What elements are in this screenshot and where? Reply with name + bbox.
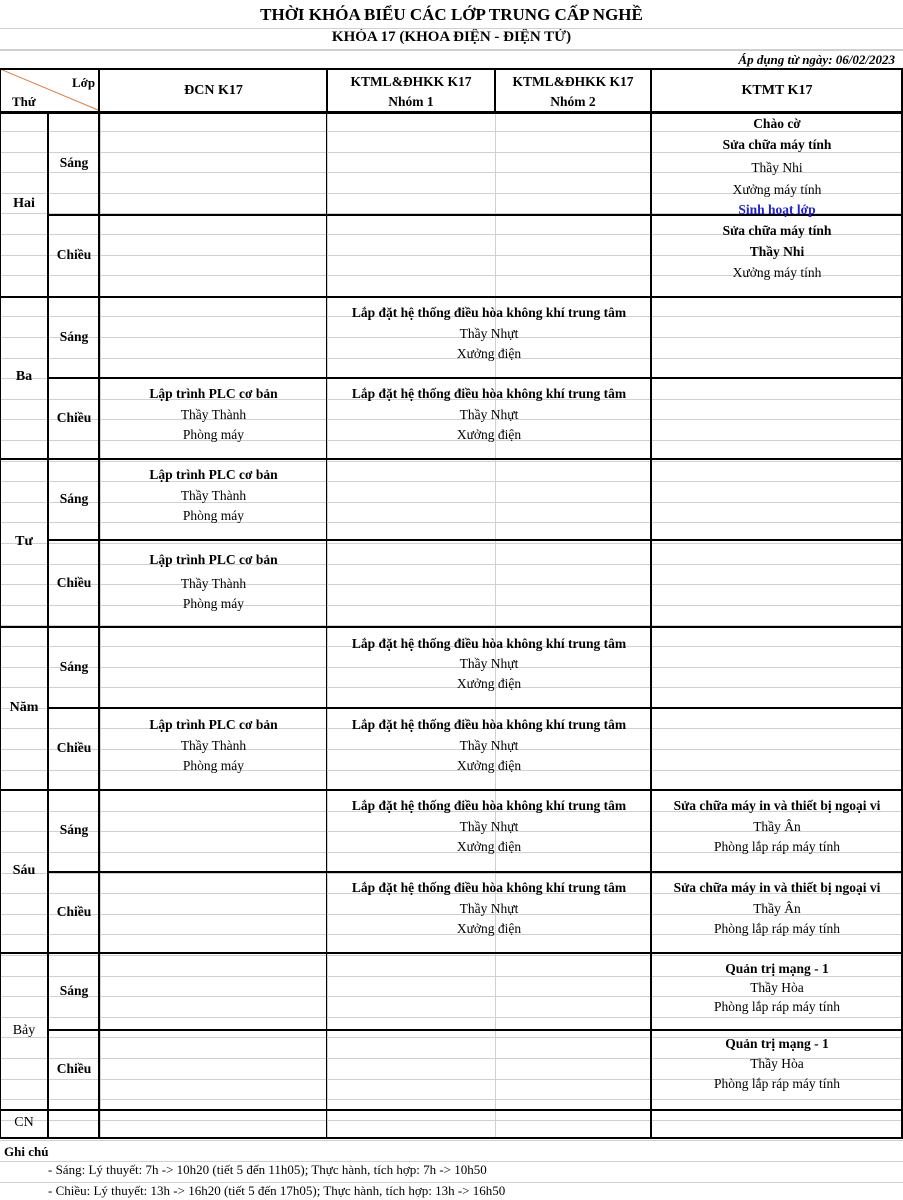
cell-ktmt-line: Phòng lắp ráp máy tính — [714, 999, 840, 1014]
class-header-ktml2-group: Nhóm 2 — [550, 94, 596, 109]
table-border-left — [0, 68, 1, 1138]
cell-ktml-line: Thầy Nhựt — [459, 656, 519, 671]
day-label: Ba — [15, 369, 33, 384]
cell-dcn-line: Phòng máy — [182, 758, 245, 773]
cell-ktml-line: Lắp đặt hệ thống điều hòa không khí trung tâm — [351, 798, 627, 813]
session-border — [47, 1029, 903, 1031]
cell-ktmt-line: Xưởng máy tính — [732, 265, 822, 280]
day-label: Hai — [13, 196, 35, 211]
notes-label: Ghi chú — [4, 1144, 49, 1159]
class-header-ktmt: KTMT K17 — [741, 83, 813, 98]
cell-ktmt-line: Phòng lắp ráp máy tính — [714, 921, 840, 936]
header-lop: Lớp — [72, 75, 96, 90]
cell-ktmt-line: Sửa chữa máy in và thiết bị ngoại vi — [673, 798, 881, 813]
cell-ktml-line: Xưởng điện — [456, 346, 522, 361]
class-header-ktml2: KTML&ĐHKK K17 — [512, 74, 634, 89]
cell-ktmt-line: Sửa chữa máy tính — [722, 223, 832, 238]
header-col-border — [326, 68, 328, 113]
grid-rule — [0, 50, 903, 51]
cell-dcn-line: Lập trình PLC cơ bản — [149, 717, 278, 732]
grid-rule — [0, 543, 903, 544]
day-border — [0, 1109, 903, 1111]
cell-dcn-line: Phòng máy — [182, 596, 245, 611]
grid-rule — [0, 1140, 903, 1141]
session-border — [47, 707, 903, 709]
grid-rule — [0, 996, 903, 997]
cell-ktmt-line: Thầy Hòa — [750, 980, 804, 995]
cell-ktml-line: Thầy Nhựt — [459, 819, 519, 834]
cell-ktml-line: Xưởng điện — [456, 676, 522, 691]
note-line-afternoon: - Chiều: Lý thuyết: 13h -> 16h20 (tiết 5 đến 17h05); Thực hành, tích hợp: 13h -> 16h50 — [48, 1183, 506, 1198]
applied-date: Áp dụng từ ngày: 06/02/2023 — [738, 52, 895, 67]
session-border — [47, 539, 903, 541]
session-label: Sáng — [59, 155, 89, 170]
note-line-morning: - Sáng: Lý thuyết: 7h -> 10h20 (tiết 5 đến 11h05); Thực hành, tích hợp: 7h -> 10h50 — [48, 1162, 487, 1177]
grid-rule — [0, 1120, 903, 1121]
page-subtitle: KHÓA 17 (KHOA ĐIỆN - ĐIỆN TỬ) — [331, 29, 572, 45]
day-label: CN — [14, 1115, 34, 1130]
header-border-top — [0, 68, 903, 70]
cell-ktmt-line: Phòng lắp ráp máy tính — [714, 839, 840, 854]
session-label: Chiều — [56, 409, 92, 425]
grid-rule — [0, 152, 903, 153]
cell-ktml-line: Thầy Nhựt — [459, 738, 519, 753]
cell-ktml-line: Lắp đặt hệ thống điều hòa không khí trung tâm — [351, 386, 627, 401]
cell-ktml-line: Thầy Nhựt — [459, 326, 519, 341]
session-border — [47, 377, 903, 379]
class-header-ktml1-group: Nhóm 1 — [388, 94, 434, 109]
cell-ktmt-line: Thầy Ân — [753, 901, 801, 916]
grid-rule — [0, 461, 903, 462]
cell-dcn-line: Lập trình PLC cơ bản — [149, 552, 278, 567]
dcn-col-border — [326, 113, 327, 1138]
header-diagonal — [0, 69, 100, 111]
cell-ktmt-line: Chào cờ — [753, 116, 801, 131]
header-thu: Thứ — [12, 94, 36, 109]
session-label: Sáng — [59, 982, 89, 998]
cell-ktml-line: Lắp đặt hệ thống điều hòa không khí trung tâm — [351, 880, 627, 895]
session-label: Chiều — [56, 1061, 92, 1076]
cell-ktml-line: Xưởng điện — [456, 427, 522, 442]
day-border — [0, 296, 903, 298]
cell-ktml-line: Xưởng điện — [456, 839, 522, 854]
grid-rule — [0, 28, 903, 29]
day-label: Sáu — [12, 862, 36, 878]
session-label: Chiều — [56, 247, 92, 262]
session-label: Chiều — [56, 574, 92, 590]
day-label: Bảy — [12, 1022, 36, 1038]
cell-dcn-line: Thầy Thành — [180, 738, 247, 753]
session-label: Chiều — [56, 740, 92, 755]
grid-rule — [0, 955, 903, 956]
header-col-border — [98, 68, 100, 113]
cell-ktmt-line: Xưởng máy tính — [732, 182, 822, 197]
cell-dcn-line: Thầy Thành — [180, 407, 247, 422]
session-label: Sáng — [59, 328, 89, 344]
cell-dcn-line: Phòng máy — [182, 508, 245, 523]
cell-ktml-line: Thầy Nhựt — [459, 901, 519, 916]
cell-dcn-line: Thầy Thành — [180, 488, 247, 503]
cell-ktml-line: Thầy Nhựt — [459, 407, 519, 422]
grid-rule — [0, 131, 903, 132]
cell-dcn-line: Lập trình PLC cơ bản — [149, 467, 278, 482]
class-header-ktml1: KTML&ĐHKK K17 — [350, 74, 472, 89]
day-label: Tư — [15, 534, 33, 549]
session-border — [47, 871, 903, 873]
header-col-border — [650, 68, 652, 113]
cell-ktmt-line: Thầy Nhi — [749, 244, 805, 259]
cell-ktml-line: Lắp đặt hệ thống điều hòa không khí trung tâm — [351, 305, 627, 320]
cell-ktmt-line: Sửa chữa máy tính — [722, 137, 832, 152]
cell-dcn-line: Thầy Thành — [180, 576, 247, 591]
cell-ktml-line: Lắp đặt hệ thống điều hòa không khí trung tâm — [351, 717, 627, 732]
header-col-border — [494, 68, 496, 113]
page-title: THỜI KHÓA BIỂU CÁC LỚP TRUNG CẤP NGHỀ — [260, 5, 643, 24]
day-border — [0, 112, 903, 114]
cell-dcn-line: Phòng máy — [182, 427, 245, 442]
cell-ktmt-line: Quản trị mạng - 1 — [725, 1036, 829, 1051]
day-border — [0, 789, 903, 791]
session-label: Chiều — [56, 903, 92, 919]
cell-ktml-line: Lắp đặt hệ thống điều hòa không khí trung tâm — [351, 636, 627, 651]
cell-dcn-line: Lập trình PLC cơ bản — [149, 386, 278, 401]
cell-ktmt-line: Thầy Ân — [753, 819, 801, 834]
session-label: Sáng — [59, 658, 89, 674]
day-border — [0, 458, 903, 460]
cell-ktmt-line: Sinh hoạt lớp — [738, 202, 816, 217]
day-border — [0, 952, 903, 954]
day-label: Năm — [9, 699, 39, 715]
cell-ktmt-line: Thầy Nhi — [751, 160, 803, 175]
cell-ktmt-line: Thầy Hòa — [750, 1056, 804, 1071]
cell-ktml-line: Xưởng điện — [456, 921, 522, 936]
table-border-bottom — [0, 1137, 903, 1139]
cell-ktmt-line: Quản trị mạng - 1 — [725, 961, 829, 976]
grid-rule — [0, 873, 903, 874]
session-label: Sáng — [59, 490, 89, 506]
grid-rule — [0, 1099, 903, 1100]
cell-ktmt-line: Sửa chữa máy in và thiết bị ngoại vi — [673, 880, 881, 895]
day-border — [0, 626, 903, 628]
cell-ktml-line: Xưởng điện — [456, 758, 522, 773]
class-header-dcn: ĐCN K17 — [184, 83, 243, 98]
grid-rule — [0, 976, 903, 977]
grid-rule — [0, 1017, 903, 1018]
cell-ktmt-line: Phòng lắp ráp máy tính — [714, 1076, 840, 1091]
session-label: Sáng — [59, 822, 89, 837]
